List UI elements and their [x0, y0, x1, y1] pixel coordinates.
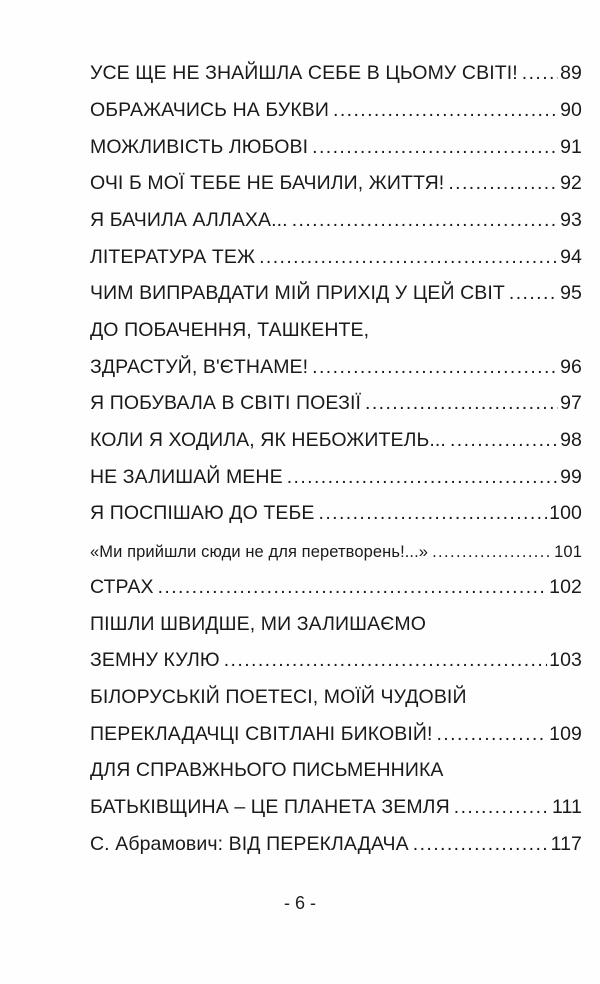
toc-entry[interactable]	[90, 348, 582, 385]
toc-entry-page: 111	[552, 795, 582, 818]
toc-entry-title: ЧИМ ВИПРАВДАТИ МІЙ ПРИХІД У ЦЕЙ СВІТ	[90, 282, 505, 305]
toc-entry-title: МОЖЛИВІСТЬ ЛЮБОВІ	[90, 135, 309, 158]
toc-entry-title: ОБРАЖАЧИСЬ НА БУКВИ	[90, 98, 329, 121]
toc-entry[interactable]	[90, 274, 582, 311]
dot-leader	[448, 174, 558, 194]
toc-entry-page: 91	[560, 135, 582, 158]
toc-entry[interactable]	[90, 824, 582, 861]
toc-entry[interactable]	[90, 788, 582, 825]
toc-entry[interactable]	[90, 91, 582, 128]
toc-entry-page: 100	[549, 502, 582, 525]
toc-entry-title: ОЧІ Б МОЇ ТЕБЕ НЕ БАЧИЛИ, ЖИТТЯ!	[90, 172, 445, 195]
dot-leader	[522, 64, 558, 84]
toc-entry-title: ПЕРЕКЛАДАЧЦІ СВІТЛАНІ БИКОВІЙ!	[90, 722, 433, 745]
toc-entry-first-line[interactable]	[90, 678, 582, 715]
toc-entry-page: 97	[560, 392, 582, 415]
toc-entry-title: СТРАХ	[90, 575, 154, 598]
toc-entry-title: ЗЕМНУ КУЛЮ	[90, 649, 220, 672]
dot-leader	[509, 284, 558, 304]
toc-entry-page: 98	[560, 429, 582, 452]
table-of-contents	[90, 54, 582, 861]
dot-leader	[292, 211, 558, 231]
toc-entry-title: С. Абрамович: ВІД ПЕРЕКЛАДАЧА	[90, 832, 409, 855]
toc-entry-title: УСЕ ЩЕ НЕ ЗНАЙШЛА СЕБЕ В ЦЬОМУ СВІТІ!	[90, 62, 518, 85]
toc-entry-page: 117	[550, 832, 582, 855]
dot-leader	[454, 798, 550, 818]
toc-entry[interactable]	[90, 384, 582, 421]
page-number: - 6 -	[283, 893, 316, 913]
dot-leader	[224, 651, 547, 671]
dot-leader	[413, 835, 549, 855]
toc-entry-title: ЗДРАСТУЙ, В'ЄТНАМЕ!	[90, 355, 309, 378]
dot-leader	[319, 504, 548, 524]
toc-entry-page: 94	[560, 245, 582, 268]
toc-entry-page: 96	[560, 355, 582, 378]
dot-leader	[436, 725, 547, 745]
toc-entry[interactable]	[90, 237, 582, 274]
toc-entry-title: БАТЬКІВЩИНА – ЦЕ ПЛАНЕТА ЗЕМЛЯ	[90, 795, 450, 818]
toc-entry-page: 95	[560, 282, 582, 305]
toc-entry-title: «Ми прийшли сюди не для перетворень!...»	[90, 543, 429, 562]
toc-entry-title: ДЛЯ СПРАВЖНЬОГО ПИСЬМЕННИКА	[90, 759, 444, 782]
toc-entry[interactable]	[90, 421, 582, 458]
toc-entry[interactable]	[90, 164, 582, 201]
toc-entry-page: 103	[549, 649, 582, 672]
dot-leader	[432, 544, 552, 561]
dot-leader	[333, 101, 558, 121]
dot-leader	[450, 431, 558, 451]
toc-entry-page: 90	[560, 98, 582, 121]
toc-entry[interactable]	[90, 641, 582, 678]
toc-entry[interactable]	[90, 494, 582, 531]
toc-entry-page: 101	[554, 543, 582, 562]
toc-entry[interactable]	[90, 531, 582, 568]
toc-entry-page: 92	[560, 172, 582, 195]
dot-leader	[287, 468, 558, 488]
toc-entry[interactable]	[90, 458, 582, 495]
toc-entry-title: ПІШЛИ ШВИДШЕ, МИ ЗАЛИШАЄМО	[90, 612, 426, 635]
toc-entry-first-line[interactable]	[90, 751, 582, 788]
toc-entry[interactable]	[90, 127, 582, 164]
toc-entry-page: 102	[549, 575, 582, 598]
toc-entry-title: Я БАЧИЛА АЛЛАХА...	[90, 208, 288, 231]
dot-leader	[365, 394, 558, 414]
dot-leader	[158, 578, 548, 598]
dot-leader	[312, 138, 558, 158]
toc-entry-title: Я ПОСПІШАЮ ДО ТЕБЕ	[90, 502, 315, 525]
toc-entry-title: БІЛОРУСЬКІЙ ПОЕТЕСІ, МОЇЙ ЧУДОВІЙ	[90, 685, 467, 708]
dot-leader	[259, 248, 558, 268]
toc-entry-title: ЛІТЕРАТУРА ТЕЖ	[90, 245, 256, 268]
toc-entry-first-line[interactable]	[90, 311, 582, 348]
dot-leader	[312, 358, 558, 378]
toc-entry-title: НЕ ЗАЛИШАЙ МЕНЕ	[90, 465, 283, 488]
toc-entry-title: ДО ПОБАЧЕННЯ, ТАШКЕНТЕ,	[90, 319, 370, 341]
toc-entry[interactable]	[90, 714, 582, 751]
toc-entry-page: 109	[549, 722, 582, 745]
toc-entry-title: Я ПОБУВАЛА В СВІТІ ПОЕЗІЇ	[90, 392, 361, 415]
toc-entry-page: 89	[560, 62, 582, 85]
toc-entry[interactable]	[90, 568, 582, 605]
toc-entry-title: КОЛИ Я ХОДИЛА, ЯК НЕБОЖИТЕЛЬ...	[90, 429, 446, 452]
toc-entry-page: 99	[560, 465, 582, 488]
toc-entry-first-line[interactable]	[90, 604, 582, 641]
toc-entry[interactable]	[90, 54, 582, 91]
toc-entry[interactable]	[90, 201, 582, 238]
toc-entry-page: 93	[560, 208, 582, 231]
